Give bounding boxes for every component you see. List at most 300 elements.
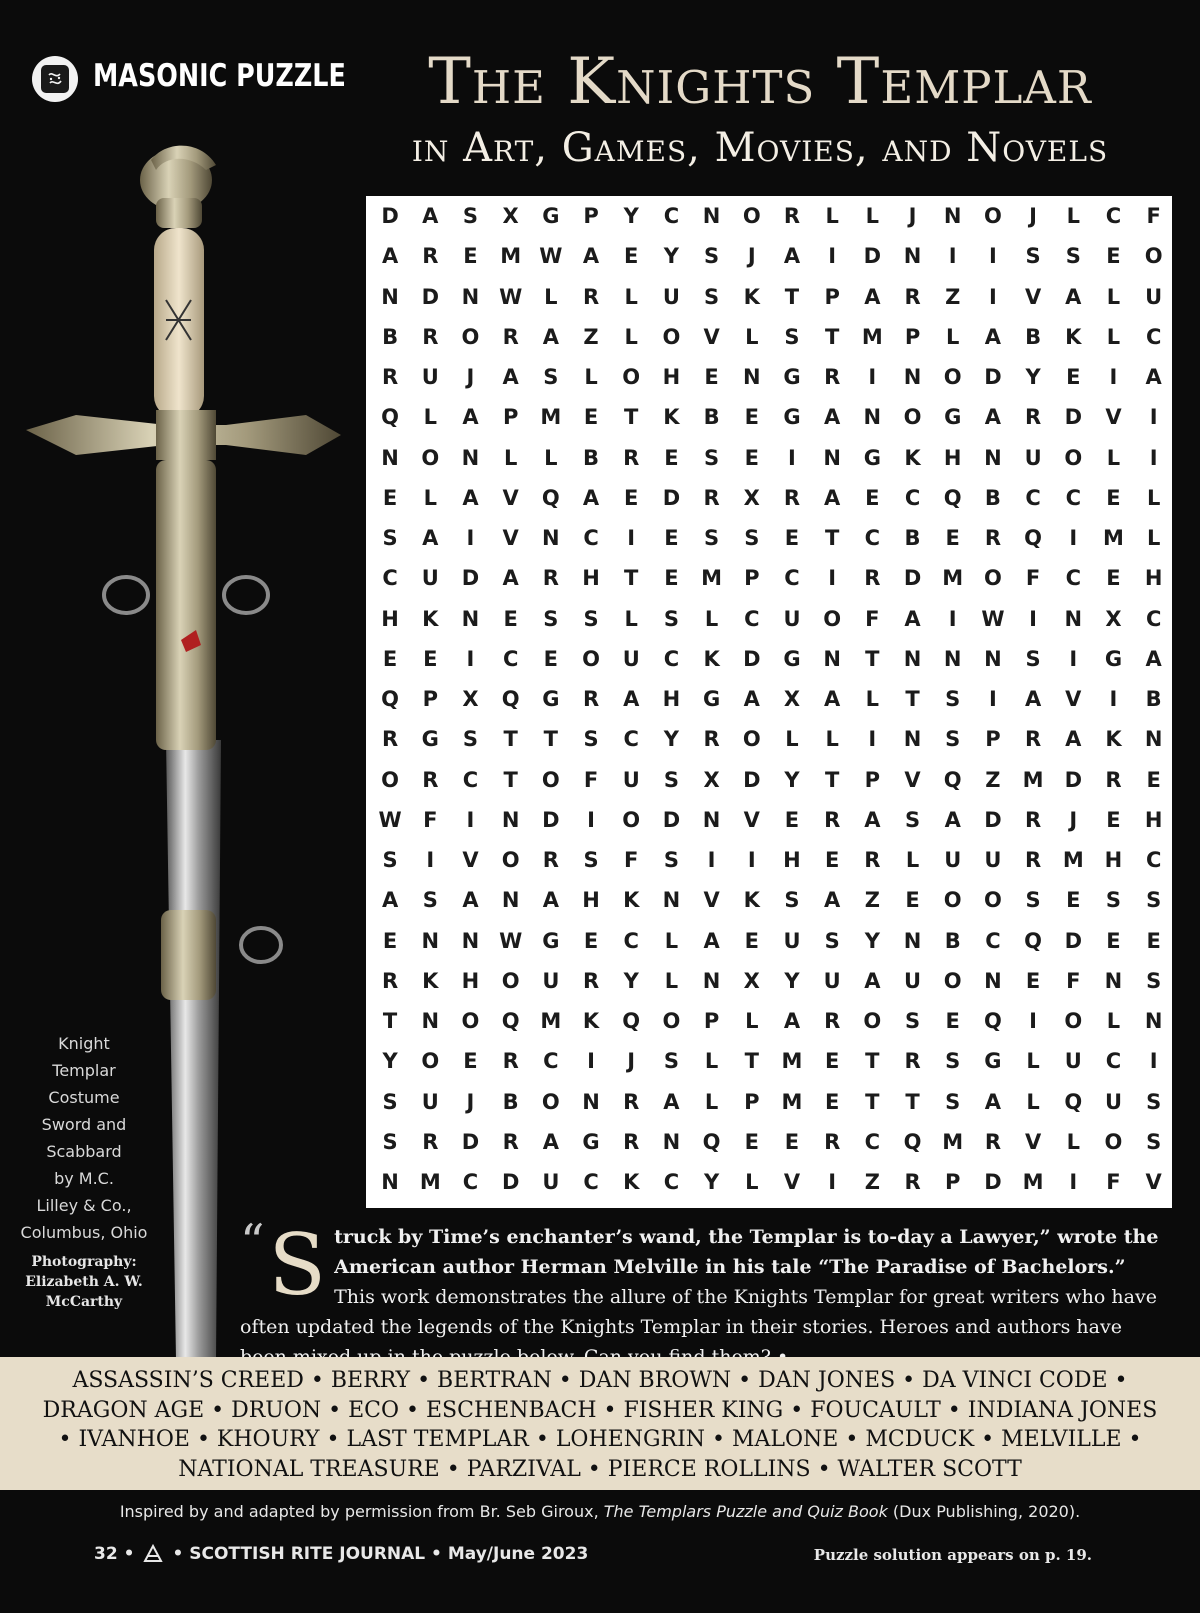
grid-letter: F xyxy=(583,767,599,792)
grid-letter: I xyxy=(988,284,997,309)
grid-letter: Q xyxy=(1064,1089,1083,1114)
grid-letter: G xyxy=(1104,646,1123,671)
grid-letter: V xyxy=(1065,687,1082,712)
grid-letter: E xyxy=(664,445,679,470)
grid-letter: L xyxy=(584,365,598,390)
grid-letter: O xyxy=(983,566,1002,591)
grid-letter: T xyxy=(865,1089,880,1114)
grid-letter: N xyxy=(1144,727,1163,752)
grid-letter: K xyxy=(663,405,680,430)
grid-letter: V xyxy=(1024,284,1042,309)
grid-letter: V xyxy=(462,848,479,873)
page-footer xyxy=(94,1544,588,1564)
grid-letter: Q xyxy=(1024,928,1043,953)
grid-letter: L xyxy=(1106,284,1121,309)
grid-letter: A xyxy=(984,405,1002,430)
grid-cells xyxy=(366,196,1176,1208)
grid-letter: R xyxy=(1025,807,1042,832)
grid-letter: M xyxy=(1022,767,1044,792)
photo-credit-line: McCarthy xyxy=(45,1294,123,1310)
grid-letter: R xyxy=(1025,727,1042,752)
grid-letter: Z xyxy=(985,767,1001,792)
grid-letter: A xyxy=(462,405,479,430)
grid-letter: B xyxy=(703,405,720,430)
grid-letter: N xyxy=(421,928,440,953)
grid-letter: P xyxy=(744,566,760,591)
grid-letter: S xyxy=(744,526,760,551)
grid-letter: I xyxy=(627,526,636,551)
grid-letter: U xyxy=(823,968,841,993)
grid-letter: W xyxy=(981,606,1005,631)
grid-letter: L xyxy=(664,928,679,953)
grid-letter: M xyxy=(942,1129,964,1154)
grid-letter: T xyxy=(744,1049,759,1074)
grid-letter: T xyxy=(865,646,880,671)
grid-letter: L xyxy=(745,1009,759,1034)
grid-letter: D xyxy=(461,566,480,591)
grid-letter: S xyxy=(1025,646,1041,671)
grid-letter: Y xyxy=(703,1170,720,1195)
grid-letter: R xyxy=(783,204,801,229)
grid-letter: G xyxy=(783,405,801,430)
grid-letter: G xyxy=(702,687,721,712)
section-label: MASONIC PUZZLE xyxy=(93,58,346,94)
grid-letter: N xyxy=(501,888,520,913)
grid-letter: R xyxy=(502,1049,519,1074)
grid-letter: U xyxy=(542,968,560,993)
grid-letter: M xyxy=(781,1089,803,1114)
grid-letter: L xyxy=(423,405,437,430)
grid-letter: R xyxy=(502,1129,519,1154)
grid-letter: I xyxy=(707,848,716,873)
grid-letter: A xyxy=(1145,646,1162,671)
grid-letter: N xyxy=(1144,1009,1163,1034)
grid-letter: H xyxy=(1144,807,1163,832)
grid-letter: A xyxy=(582,244,600,269)
grid-letter: N xyxy=(702,968,721,993)
grid-letter: A xyxy=(462,888,479,913)
caption-line: Templar xyxy=(52,1061,116,1080)
grid-letter: I xyxy=(1149,405,1158,430)
word-bank xyxy=(0,1357,1200,1490)
grid-letter: N xyxy=(823,445,841,470)
grid-letter: O xyxy=(1144,244,1163,269)
grid-letter: N xyxy=(943,646,962,671)
grid-letter: D xyxy=(501,1170,520,1195)
grid-letter: U xyxy=(1024,445,1042,470)
grid-letter: L xyxy=(1106,324,1121,349)
grid-letter: N xyxy=(702,204,721,229)
grid-letter: P xyxy=(583,204,599,229)
grid-letter: W xyxy=(378,807,402,832)
grid-letter: Q xyxy=(541,485,560,510)
grid-letter: Y xyxy=(864,928,880,953)
grid-letter: L xyxy=(1026,1049,1040,1074)
grid-letter: O xyxy=(622,807,641,832)
grid-letter: A xyxy=(502,566,519,591)
grid-letter: R xyxy=(824,1129,841,1154)
grid-letter: A xyxy=(824,405,841,430)
grid-letter: C xyxy=(663,646,680,671)
grid-letter: I xyxy=(988,244,997,269)
grid-letter: N xyxy=(461,606,480,631)
grid-letter: D xyxy=(743,767,761,792)
grid-letter: E xyxy=(664,526,679,551)
grid-letter: H xyxy=(1104,848,1123,873)
grid-letter: C xyxy=(864,1129,881,1154)
grid-letter: K xyxy=(1065,324,1082,349)
grid-letter: H xyxy=(1144,566,1163,591)
grid-letter: E xyxy=(784,1129,800,1154)
grid-letter: D xyxy=(662,485,681,510)
grid-letter: E xyxy=(744,1129,759,1154)
grid-letter: S xyxy=(663,1049,679,1074)
grid-letter: D xyxy=(743,646,761,671)
grid-letter: G xyxy=(863,445,881,470)
grid-letter: R xyxy=(904,1049,921,1074)
grid-letter: I xyxy=(828,566,837,591)
grid-letter: S xyxy=(1105,888,1122,913)
grid-letter: S xyxy=(382,526,398,551)
grid-letter: A xyxy=(824,888,841,913)
grid-letter: E xyxy=(382,646,398,671)
grid-letter: N xyxy=(1064,606,1083,631)
grid-letter: J xyxy=(1069,807,1078,832)
grid-letter: K xyxy=(743,888,760,913)
page-number: 32 • xyxy=(94,1544,135,1564)
grid-letter: M xyxy=(1062,848,1084,873)
grid-letter: C xyxy=(623,727,639,752)
grid-letter: R xyxy=(824,807,841,832)
grid-letter: M xyxy=(861,324,883,349)
grid-letter: R xyxy=(824,1009,841,1034)
grid-letter: S xyxy=(704,445,720,470)
grid-letter: P xyxy=(744,1089,760,1114)
grid-letter: I xyxy=(587,1049,595,1074)
grid-letter: C xyxy=(864,526,881,551)
grid-letter: D xyxy=(1064,928,1082,953)
grid-letter: X xyxy=(743,485,760,510)
grid-letter: O xyxy=(943,968,962,993)
grid-letter: M xyxy=(701,566,723,591)
grid-letter: V xyxy=(1145,1170,1162,1195)
grid-letter: K xyxy=(623,888,640,913)
word-bank-line: • IVANHOE • KHOURY • LAST TEMPLAR • LOHENGRIN • MALONE • MCDUCK • MELVILLE • xyxy=(58,1427,1142,1452)
grid-letter: Q xyxy=(1024,526,1043,551)
grid-letter: S xyxy=(583,606,599,631)
grid-letter: U xyxy=(542,1170,560,1195)
grid-letter: A xyxy=(1065,284,1082,309)
grid-letter: S xyxy=(704,284,720,309)
grid-letter: P xyxy=(824,284,840,309)
grid-letter: U xyxy=(944,848,962,873)
grid-letter: M xyxy=(1022,1170,1044,1195)
grid-letter: C xyxy=(985,928,1001,953)
grid-letter: P xyxy=(904,324,921,349)
grid-letter: L xyxy=(664,968,679,993)
grid-letter: X xyxy=(462,687,479,712)
grid-letter: N xyxy=(863,405,882,430)
grid-letter: H xyxy=(943,445,962,470)
grid-letter: L xyxy=(865,204,880,229)
word-bank-line: ASSASSIN’S CREED • BERRY • BERTRAN • DAN BROWN • DAN JONES • DA VINCI CODE • xyxy=(72,1368,1128,1393)
grid-letter: E xyxy=(744,928,759,953)
grid-letter: Y xyxy=(382,1049,398,1074)
grid-letter: R xyxy=(904,284,921,309)
grid-letter: I xyxy=(1149,1049,1158,1074)
photo-credit xyxy=(14,1252,154,1312)
grid-letter: T xyxy=(543,727,558,752)
caption-line: Lilley & Co., xyxy=(36,1196,132,1215)
grid-letter: A xyxy=(864,807,881,832)
grid-letter: S xyxy=(663,606,679,631)
grid-letter: P xyxy=(945,1170,961,1195)
grid-letter: T xyxy=(865,1049,880,1074)
grid-letter: T xyxy=(824,526,840,551)
grid-letter: M xyxy=(942,566,964,591)
grid-letter: D xyxy=(662,807,681,832)
grid-letter: N xyxy=(903,244,922,269)
grid-letter: B xyxy=(583,445,600,470)
credit-book-title: The Templars Puzzle and Quiz Book xyxy=(603,1502,888,1521)
grid-letter: A xyxy=(824,485,841,510)
grid-letter: E xyxy=(824,848,840,873)
grid-letter: N xyxy=(742,365,761,390)
grid-letter: G xyxy=(421,727,439,752)
grid-letter: A xyxy=(623,687,640,712)
grid-letter: H xyxy=(381,606,399,631)
grid-letter: C xyxy=(502,646,519,671)
grid-letter: V xyxy=(904,767,921,792)
grid-letter: O xyxy=(983,204,1002,229)
grid-letter: I xyxy=(868,365,877,390)
grid-letter: C xyxy=(583,1170,599,1195)
grid-letter: I xyxy=(1029,606,1037,631)
grid-letter: U xyxy=(904,968,922,993)
grid-letter: O xyxy=(1064,1009,1083,1034)
grid-letter: Q xyxy=(501,1009,520,1034)
grid-letter: K xyxy=(904,445,921,470)
photo-credit-line: Elizabeth A. W. xyxy=(25,1274,143,1290)
grid-letter: R xyxy=(864,566,881,591)
grid-letter: S xyxy=(824,928,840,953)
grid-letter: K xyxy=(703,646,720,671)
grid-letter: O xyxy=(823,606,842,631)
grid-letter: E xyxy=(503,606,518,631)
grid-letter: X xyxy=(703,767,720,792)
grid-letter: P xyxy=(985,727,1001,752)
grid-letter: E xyxy=(423,646,438,671)
grid-letter: C xyxy=(1145,606,1162,631)
grid-letter: W xyxy=(499,284,523,309)
grid-letter: Q xyxy=(983,1009,1002,1034)
grid-letter: J xyxy=(627,1049,636,1074)
grid-letter: T xyxy=(784,284,800,309)
grid-letter: E xyxy=(543,646,559,671)
word-search-grid xyxy=(366,196,1172,1208)
grid-letter: U xyxy=(421,566,439,591)
grid-letter: L xyxy=(544,445,558,470)
grid-letter: A xyxy=(542,324,559,349)
grid-letter: V xyxy=(783,1170,801,1195)
grid-letter: R xyxy=(582,968,600,993)
double-eagle-emblem-icon xyxy=(141,1544,165,1564)
grid-letter: O xyxy=(943,888,962,913)
grid-letter: I xyxy=(988,687,997,712)
grid-letter: I xyxy=(466,807,475,832)
grid-letter: R xyxy=(1025,848,1042,873)
grid-letter: E xyxy=(945,1009,960,1034)
grid-letter: C xyxy=(382,566,398,591)
grid-letter: R xyxy=(542,566,559,591)
grid-letter: Y xyxy=(663,244,680,269)
grid-letter: D xyxy=(1064,767,1082,792)
grid-letter: I xyxy=(828,1170,837,1195)
grid-letter: E xyxy=(1106,566,1121,591)
grid-letter: E xyxy=(463,244,478,269)
grid-letter: I xyxy=(1109,365,1118,390)
grid-letter: C xyxy=(1145,848,1162,873)
grid-letter: R xyxy=(783,485,801,510)
grid-letter: E xyxy=(945,526,960,551)
grid-letter: N xyxy=(662,1129,681,1154)
grid-letter: R xyxy=(984,1129,1001,1154)
grid-letter: S xyxy=(904,807,921,832)
grid-letter: N xyxy=(984,445,1002,470)
grid-letter: O xyxy=(381,767,400,792)
intro-paragraph xyxy=(240,1214,1172,1372)
grid-letter: D xyxy=(542,807,560,832)
word-bank-line: NATIONAL TREASURE • PARZIVAL • PIERCE ROLLINS • WALTER SCOTT xyxy=(178,1456,1022,1482)
grid-letter: C xyxy=(462,767,479,792)
grid-letter: C xyxy=(904,485,921,510)
grid-letter: G xyxy=(984,1049,1002,1074)
caption-line: by M.C. xyxy=(54,1169,114,1188)
grid-letter: F xyxy=(1066,968,1081,993)
drop-cap: S xyxy=(268,1216,327,1314)
grid-letter: Q xyxy=(381,687,400,712)
grid-letter: I xyxy=(1069,1170,1078,1195)
grid-letter: I xyxy=(948,606,957,631)
grid-letter: S xyxy=(382,848,398,873)
grid-letter: R xyxy=(582,687,600,712)
grid-letter: E xyxy=(1106,485,1121,510)
grid-letter: E xyxy=(824,1049,840,1074)
grid-letter: L xyxy=(624,324,638,349)
grid-letter: L xyxy=(503,445,518,470)
journal-name: • SCOTTISH RITE JOURNAL • May/June 2023 xyxy=(172,1544,589,1564)
grid-letter: T xyxy=(624,405,639,430)
grid-letter: R xyxy=(623,445,640,470)
grid-letter: C xyxy=(744,606,760,631)
grid-letter: N xyxy=(984,968,1002,993)
grid-letter: A xyxy=(864,284,881,309)
grid-letter: A xyxy=(864,968,881,993)
grid-letter: S xyxy=(583,848,599,873)
grid-letter: S xyxy=(382,1089,398,1114)
grid-letter: L xyxy=(624,606,638,631)
grid-letter: L xyxy=(946,324,960,349)
grid-letter: P xyxy=(502,405,519,430)
grid-letter: R xyxy=(1025,405,1042,430)
grid-letter: E xyxy=(744,405,759,430)
grid-letter: B xyxy=(904,526,921,551)
grid-letter: E xyxy=(1146,928,1161,953)
grid-letter: O xyxy=(742,204,761,229)
grid-letter: L xyxy=(544,284,558,309)
grid-letter: O xyxy=(501,848,520,873)
grid-letter: J xyxy=(466,1089,475,1114)
grid-letter: R xyxy=(623,1129,640,1154)
grid-letter: E xyxy=(624,244,639,269)
grid-letter: N xyxy=(662,888,681,913)
grid-letter: D xyxy=(1064,405,1082,430)
grid-letter: L xyxy=(905,848,920,873)
grid-letter: M xyxy=(500,244,522,269)
grid-letter: C xyxy=(623,928,639,953)
grid-letter: W xyxy=(499,928,523,953)
grid-letter: E xyxy=(1106,928,1121,953)
grid-letter: C xyxy=(583,526,599,551)
grid-letter: U xyxy=(783,606,801,631)
grid-letter: R xyxy=(422,244,439,269)
grid-letter: A xyxy=(422,204,439,229)
grid-letter: E xyxy=(865,485,880,510)
grid-letter: A xyxy=(703,928,720,953)
caption-line: Costume xyxy=(48,1088,120,1107)
grid-letter: O xyxy=(461,1009,480,1034)
grid-letter: A xyxy=(1145,365,1162,390)
grid-letter: Y xyxy=(623,968,639,993)
grid-letter: H xyxy=(662,687,681,712)
grid-letter: J xyxy=(747,244,756,269)
grid-letter: R xyxy=(703,485,720,510)
grid-letter: I xyxy=(466,646,475,671)
grid-letter: S xyxy=(543,365,559,390)
grid-letter: E xyxy=(583,405,599,430)
grid-letter: X xyxy=(783,687,801,712)
grid-letter: S xyxy=(1146,1129,1162,1154)
grid-letter: O xyxy=(1104,1129,1123,1154)
grid-letter: F xyxy=(1146,204,1161,229)
grid-letter: I xyxy=(1149,445,1158,470)
grid-letter: E xyxy=(382,485,398,510)
grid-letter: N xyxy=(501,807,520,832)
grid-letter: C xyxy=(1025,485,1041,510)
grid-letter: A xyxy=(381,888,399,913)
grid-letter: R xyxy=(824,365,841,390)
masonic-puzzle-badge-icon xyxy=(32,56,78,102)
grid-letter: A xyxy=(422,526,439,551)
grid-letter: O xyxy=(1064,445,1083,470)
grid-letter: E xyxy=(624,485,639,510)
grid-letter: E xyxy=(1025,968,1041,993)
grid-letter: F xyxy=(423,807,438,832)
grid-letter: L xyxy=(825,204,839,229)
credit-suffix: (Dux Publishing, 2020). xyxy=(887,1502,1081,1521)
grid-letter: R xyxy=(502,324,519,349)
grid-letter: I xyxy=(587,807,595,832)
grid-letter: R xyxy=(703,727,720,752)
grid-letter: X xyxy=(502,204,519,229)
caption-line: Sword and xyxy=(41,1115,127,1134)
grid-letter: R xyxy=(422,324,439,349)
grid-letter: A xyxy=(984,1089,1002,1114)
grid-letter: A xyxy=(542,888,559,913)
grid-letter: E xyxy=(1106,244,1121,269)
grid-letter: A xyxy=(381,244,399,269)
grid-letter: K xyxy=(582,1009,600,1034)
